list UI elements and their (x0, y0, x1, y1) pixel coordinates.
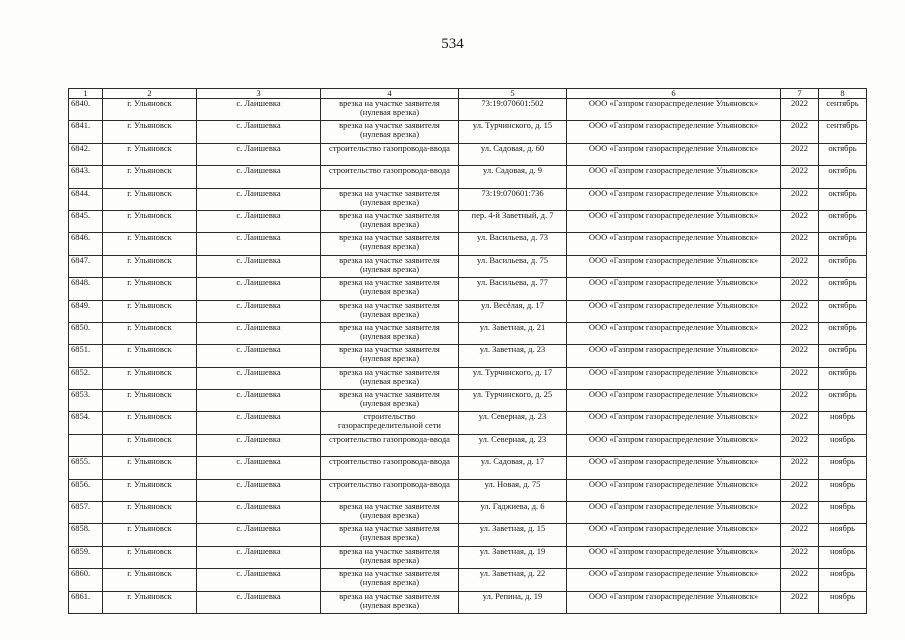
address-cell: ул. Заветная, д. 23 (459, 345, 567, 367)
row-number: 6850. (69, 322, 103, 344)
address-cell: ул. Заветная, д. 15 (459, 524, 567, 546)
row-number: 6859. (69, 546, 103, 568)
work-type-cell: врезка на участке заявителя (нулевая врезка) (321, 121, 459, 143)
work-type-cell: врезка на участке заявителя (нулевая врезка) (321, 322, 459, 344)
month-cell: ноябрь (819, 524, 867, 546)
settlement-cell: с. Лаишевка (197, 278, 321, 300)
address-cell: ул. Васильева, д. 73 (459, 233, 567, 255)
year-cell: 2022 (781, 591, 819, 613)
column-header: 2 (103, 89, 197, 99)
year-cell: 2022 (781, 345, 819, 367)
row-number: 6860. (69, 569, 103, 591)
table-row (69, 479, 867, 501)
organization-cell: ООО «Газпром газораспределение Ульяновск» (567, 188, 781, 210)
organization-cell: ООО «Газпром газораспределение Ульяновск» (567, 278, 781, 300)
work-type-cell: врезка на участке заявителя (нулевая врезка) (321, 524, 459, 546)
month-cell: ноябрь (819, 412, 867, 434)
column-header: 8 (819, 89, 867, 99)
city-cell: г. Ульяновск (103, 434, 197, 456)
row-number: 6851. (69, 345, 103, 367)
column-header: 4 (321, 89, 459, 99)
city-cell: г. Ульяновск (103, 569, 197, 591)
organization-cell: ООО «Газпром газораспределение Ульяновск» (567, 99, 781, 121)
city-cell: г. Ульяновск (103, 233, 197, 255)
table-row (69, 99, 867, 121)
month-cell: октябрь (819, 143, 867, 165)
address-cell: ул. Заветная, д. 19 (459, 546, 567, 568)
city-cell: г. Ульяновск (103, 121, 197, 143)
organization-cell: ООО «Газпром газораспределение Ульяновск» (567, 255, 781, 277)
settlement-cell: с. Лаишевка (197, 524, 321, 546)
month-cell: сентябрь (819, 121, 867, 143)
address-cell: ул. Садовая, д. 17 (459, 457, 567, 479)
address-cell: ул. Турчинского, д. 17 (459, 367, 567, 389)
month-cell: сентябрь (819, 99, 867, 121)
organization-cell: ООО «Газпром газораспределение Ульяновск» (567, 367, 781, 389)
row-number: 6856. (69, 479, 103, 501)
work-type-cell: врезка на участке заявителя (нулевая врезка) (321, 502, 459, 524)
settlement-cell: с. Лаишевка (197, 121, 321, 143)
table-row (69, 166, 867, 188)
city-cell: г. Ульяновск (103, 99, 197, 121)
year-cell: 2022 (781, 300, 819, 322)
organization-cell: ООО «Газпром газораспределение Ульяновск» (567, 591, 781, 613)
address-cell: пер. 4-й Заветный, д. 7 (459, 210, 567, 232)
work-type-cell: врезка на участке заявителя (нулевая врезка) (321, 278, 459, 300)
year-cell: 2022 (781, 546, 819, 568)
row-number: 6857. (69, 502, 103, 524)
settlement-cell: с. Лаишевка (197, 591, 321, 613)
year-cell: 2022 (781, 457, 819, 479)
organization-cell: ООО «Газпром газораспределение Ульяновск» (567, 143, 781, 165)
work-type-cell: врезка на участке заявителя (нулевая врезка) (321, 367, 459, 389)
table-row (69, 121, 867, 143)
row-number: 6844. (69, 188, 103, 210)
month-cell: октябрь (819, 166, 867, 188)
month-cell: октябрь (819, 255, 867, 277)
settlement-cell: с. Лаишевка (197, 255, 321, 277)
column-header: 6 (567, 89, 781, 99)
month-cell: ноябрь (819, 569, 867, 591)
settlement-cell: с. Лаишевка (197, 322, 321, 344)
settlement-cell: с. Лаишевка (197, 546, 321, 568)
settlement-cell: с. Лаишевка (197, 434, 321, 456)
address-cell: ул. Новая, д. 75 (459, 479, 567, 501)
year-cell: 2022 (781, 479, 819, 501)
organization-cell: ООО «Газпром газораспределение Ульяновск» (567, 546, 781, 568)
address-cell: ул. Турчинского, д. 25 (459, 390, 567, 412)
year-cell: 2022 (781, 278, 819, 300)
work-type-cell: врезка на участке заявителя (нулевая врезка) (321, 300, 459, 322)
settlement-cell: с. Лаишевка (197, 390, 321, 412)
month-cell: октябрь (819, 322, 867, 344)
year-cell: 2022 (781, 412, 819, 434)
organization-cell: ООО «Газпром газораспределение Ульяновск» (567, 502, 781, 524)
table-row (69, 434, 867, 456)
row-number: 6849. (69, 300, 103, 322)
row-number: 6855. (69, 457, 103, 479)
year-cell: 2022 (781, 367, 819, 389)
address-cell: ул. Турчинского, д. 15 (459, 121, 567, 143)
table-row (69, 322, 867, 344)
work-type-cell: врезка на участке заявителя (нулевая врезка) (321, 99, 459, 121)
city-cell: г. Ульяновск (103, 210, 197, 232)
organization-cell: ООО «Газпром газораспределение Ульяновск» (567, 300, 781, 322)
settlement-cell: с. Лаишевка (197, 300, 321, 322)
settlement-cell: с. Лаишевка (197, 166, 321, 188)
organization-cell: ООО «Газпром газораспределение Ульяновск» (567, 569, 781, 591)
settlement-cell: с. Лаишевка (197, 569, 321, 591)
address-cell: ул. Весёлая, д. 17 (459, 300, 567, 322)
year-cell: 2022 (781, 569, 819, 591)
column-header: 7 (781, 89, 819, 99)
organization-cell: ООО «Газпром газораспределение Ульяновск» (567, 233, 781, 255)
month-cell: октябрь (819, 390, 867, 412)
table-row (69, 502, 867, 524)
table-row (69, 210, 867, 232)
city-cell: г. Ульяновск (103, 546, 197, 568)
organization-cell: ООО «Газпром газораспределение Ульяновск» (567, 412, 781, 434)
city-cell: г. Ульяновск (103, 479, 197, 501)
year-cell: 2022 (781, 188, 819, 210)
month-cell: октябрь (819, 345, 867, 367)
row-number: 6847. (69, 255, 103, 277)
city-cell: г. Ульяновск (103, 278, 197, 300)
table-row (69, 345, 867, 367)
city-cell: г. Ульяновск (103, 345, 197, 367)
address-cell: ул. Васильева, д. 77 (459, 278, 567, 300)
settlement-cell: с. Лаишевка (197, 457, 321, 479)
month-cell: октябрь (819, 278, 867, 300)
work-type-cell: врезка на участке заявителя (нулевая врезка) (321, 390, 459, 412)
table-row (69, 457, 867, 479)
table-row (69, 546, 867, 568)
row-number: 6848. (69, 278, 103, 300)
table-row (69, 233, 867, 255)
city-cell: г. Ульяновск (103, 457, 197, 479)
row-number: 6853. (69, 390, 103, 412)
settlement-cell: с. Лаишевка (197, 233, 321, 255)
address-cell: ул. Садовая, д. 60 (459, 143, 567, 165)
table-row (69, 524, 867, 546)
city-cell: г. Ульяновск (103, 143, 197, 165)
month-cell: октябрь (819, 188, 867, 210)
city-cell: г. Ульяновск (103, 188, 197, 210)
table-row (69, 367, 867, 389)
settlement-cell: с. Лаишевка (197, 345, 321, 367)
work-type-cell: строительство газораспределительной сети (321, 412, 459, 434)
work-type-cell: врезка на участке заявителя (нулевая врезка) (321, 591, 459, 613)
row-number: 6852. (69, 367, 103, 389)
month-cell: ноябрь (819, 591, 867, 613)
page-number: 534 (441, 36, 464, 52)
settlement-cell: с. Лаишевка (197, 502, 321, 524)
year-cell: 2022 (781, 502, 819, 524)
city-cell: г. Ульяновск (103, 367, 197, 389)
year-cell: 2022 (781, 255, 819, 277)
city-cell: г. Ульяновск (103, 300, 197, 322)
organization-cell: ООО «Газпром газораспределение Ульяновск» (567, 390, 781, 412)
row-number: 6861. (69, 591, 103, 613)
organization-cell: ООО «Газпром газораспределение Ульяновск» (567, 524, 781, 546)
organization-cell: ООО «Газпром газораспределение Ульяновск» (567, 479, 781, 501)
settlement-cell: с. Лаишевка (197, 412, 321, 434)
year-cell: 2022 (781, 524, 819, 546)
year-cell: 2022 (781, 390, 819, 412)
settlement-cell: с. Лаишевка (197, 479, 321, 501)
table-row (69, 591, 867, 613)
work-type-cell: строительство газопровода-ввода (321, 479, 459, 501)
table-row (69, 569, 867, 591)
organization-cell: ООО «Газпром газораспределение Ульяновск» (567, 166, 781, 188)
settlement-cell: с. Лаишевка (197, 143, 321, 165)
row-number: 6846. (69, 233, 103, 255)
city-cell: г. Ульяновск (103, 166, 197, 188)
table-row (69, 278, 867, 300)
address-cell: 73:19:070601:502 (459, 99, 567, 121)
work-type-cell: строительство газопровода-ввода (321, 457, 459, 479)
settlement-cell: с. Лаишевка (197, 188, 321, 210)
organization-cell: ООО «Газпром газораспределение Ульяновск» (567, 434, 781, 456)
city-cell: г. Ульяновск (103, 524, 197, 546)
year-cell: 2022 (781, 233, 819, 255)
table-row (69, 412, 867, 434)
month-cell: ноябрь (819, 434, 867, 456)
row-number: 6841. (69, 121, 103, 143)
work-type-cell: строительство газопровода-ввода (321, 143, 459, 165)
city-cell: г. Ульяновск (103, 502, 197, 524)
row-number: 6854. (69, 412, 103, 434)
month-cell: октябрь (819, 300, 867, 322)
address-cell: ул. Репина, д. 19 (459, 591, 567, 613)
month-cell: октябрь (819, 233, 867, 255)
column-header: 3 (197, 89, 321, 99)
address-cell: ул. Садовая, д. 9 (459, 166, 567, 188)
month-cell: октябрь (819, 367, 867, 389)
city-cell: г. Ульяновск (103, 255, 197, 277)
registry-table (68, 88, 867, 614)
work-type-cell: строительство газопровода-ввода (321, 166, 459, 188)
row-number: 6840. (69, 99, 103, 121)
table-row (69, 143, 867, 165)
address-cell: ул. Заветная, д. 21 (459, 322, 567, 344)
address-cell: ул. Северная, д. 23 (459, 434, 567, 456)
address-cell: ул. Васильева, д. 75 (459, 255, 567, 277)
column-header: 5 (459, 89, 567, 99)
work-type-cell: врезка на участке заявителя (нулевая врезка) (321, 569, 459, 591)
city-cell: г. Ульяновск (103, 322, 197, 344)
table-row (69, 300, 867, 322)
year-cell: 2022 (781, 143, 819, 165)
year-cell: 2022 (781, 210, 819, 232)
city-cell: г. Ульяновск (103, 591, 197, 613)
table-row (69, 390, 867, 412)
row-number: 6845. (69, 210, 103, 232)
work-type-cell: врезка на участке заявителя (нулевая врезка) (321, 546, 459, 568)
year-cell: 2022 (781, 166, 819, 188)
table-body (69, 99, 867, 614)
month-cell: ноябрь (819, 546, 867, 568)
row-number (69, 434, 103, 456)
settlement-cell: с. Лаишевка (197, 367, 321, 389)
row-number: 6843. (69, 166, 103, 188)
month-cell: ноябрь (819, 479, 867, 501)
work-type-cell: врезка на участке заявителя (нулевая врезка) (321, 233, 459, 255)
month-cell: ноябрь (819, 502, 867, 524)
work-type-cell: врезка на участке заявителя (нулевая врезка) (321, 210, 459, 232)
work-type-cell: врезка на участке заявителя (нулевая врезка) (321, 255, 459, 277)
work-type-cell: врезка на участке заявителя (нулевая врезка) (321, 188, 459, 210)
month-cell: ноябрь (819, 457, 867, 479)
table-row (69, 255, 867, 277)
year-cell: 2022 (781, 322, 819, 344)
year-cell: 2022 (781, 99, 819, 121)
address-cell: ул. Гаджиева, д. 6 (459, 502, 567, 524)
month-cell: октябрь (819, 210, 867, 232)
work-type-cell: строительство газопровода-ввода (321, 434, 459, 456)
column-header: 1 (69, 89, 103, 99)
address-cell: ул. Северная, д. 23 (459, 412, 567, 434)
organization-cell: ООО «Газпром газораспределение Ульяновск» (567, 457, 781, 479)
organization-cell: ООО «Газпром газораспределение Ульяновск» (567, 121, 781, 143)
year-cell: 2022 (781, 434, 819, 456)
column-number-row (69, 89, 867, 99)
table-row (69, 188, 867, 210)
city-cell: г. Ульяновск (103, 412, 197, 434)
address-cell: ул. Заветная, д. 22 (459, 569, 567, 591)
work-type-cell: врезка на участке заявителя (нулевая врезка) (321, 345, 459, 367)
organization-cell: ООО «Газпром газораспределение Ульяновск» (567, 345, 781, 367)
year-cell: 2022 (781, 121, 819, 143)
row-number: 6858. (69, 524, 103, 546)
organization-cell: ООО «Газпром газораспределение Ульяновск» (567, 210, 781, 232)
city-cell: г. Ульяновск (103, 390, 197, 412)
settlement-cell: с. Лаишевка (197, 99, 321, 121)
settlement-cell: с. Лаишевка (197, 210, 321, 232)
address-cell: 73:19:070601:736 (459, 188, 567, 210)
row-number: 6842. (69, 143, 103, 165)
organization-cell: ООО «Газпром газораспределение Ульяновск» (567, 322, 781, 344)
